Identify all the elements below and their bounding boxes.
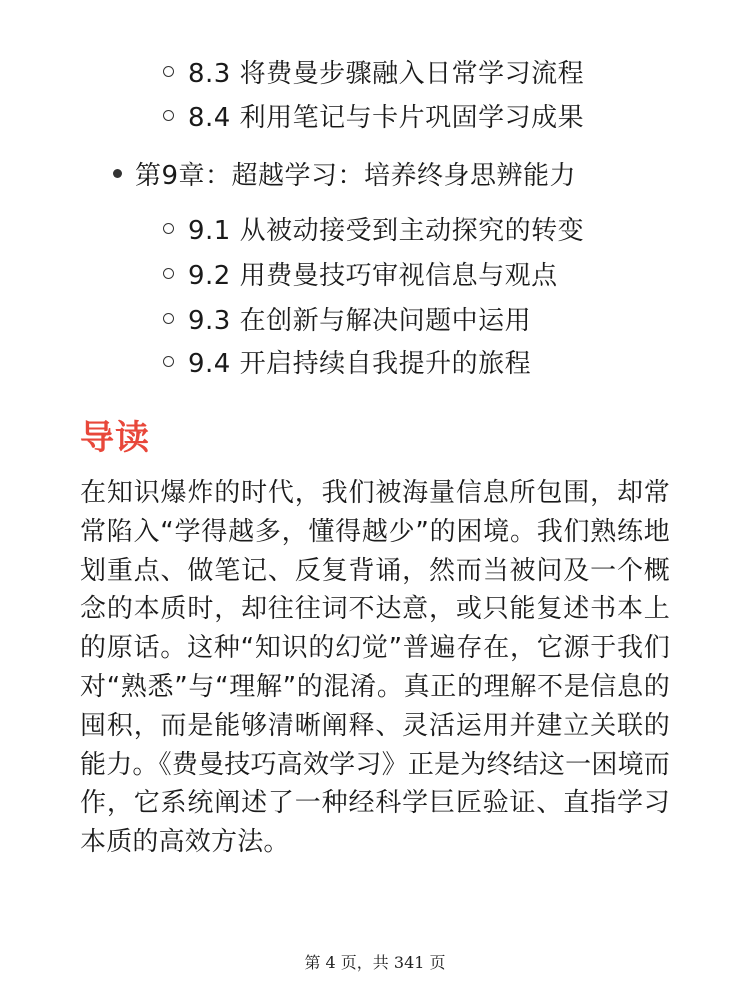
toc-chapter-label: 第9章：超越学习：培养终身思辨能力 bbox=[135, 160, 577, 191]
intro-paragraph: 在知识爆炸的时代，我们被海量信息所包围，却常常陷入“学得越多，懂得越少”的困境。我们熟练地划重点、做笔记、反复背诵，然而当被问及一个概念的本质时，却往往词不达意，或只能复述书本上的原话。这种“知识的幻觉”普遍存在，它源于我们对“熟悉”与“理解”的混淆。真正的理解不是信息的囤积，而是能够清晰阐释、灵活运用并建立关联的能力。《费曼技巧高效学习》正是为终结这一困境而作，它系统阐述了一种经科学巨匠验证、直指学习本质的高效方法。 bbox=[80, 478, 670, 858]
hollow-bullet-icon bbox=[163, 313, 174, 324]
hollow-bullet-icon bbox=[163, 268, 174, 279]
filled-bullet-icon bbox=[113, 169, 122, 178]
page-number: 第 4 页，共 341 页 bbox=[304, 953, 446, 972]
toc-section-9-4 bbox=[163, 338, 531, 384]
toc-section-9-3 bbox=[163, 295, 531, 341]
toc-chapter-9 bbox=[113, 150, 576, 196]
toc-section-8-3 bbox=[163, 48, 584, 94]
toc-section-label: 8.3 将费曼步骤融入日常学习流程 bbox=[188, 58, 585, 89]
hollow-bullet-icon bbox=[163, 356, 174, 367]
toc-section-label: 9.4 开启持续自我提升的旅程 bbox=[188, 348, 532, 379]
toc-section-8-4 bbox=[163, 92, 584, 138]
toc-section-9-2 bbox=[163, 250, 558, 296]
toc-section-9-1 bbox=[163, 205, 584, 251]
intro-heading: 导读 bbox=[80, 418, 150, 458]
toc-section-label: 9.1 从被动接受到主动探究的转变 bbox=[188, 215, 585, 246]
hollow-bullet-icon bbox=[163, 223, 174, 234]
hollow-bullet-icon bbox=[163, 66, 174, 77]
toc-section-label: 9.2 用费曼技巧审视信息与观点 bbox=[188, 260, 558, 291]
toc-section-label: 8.4 利用笔记与卡片巩固学习成果 bbox=[188, 102, 585, 133]
toc-section-label: 9.3 在创新与解决问题中运用 bbox=[188, 305, 532, 336]
hollow-bullet-icon bbox=[163, 110, 174, 121]
